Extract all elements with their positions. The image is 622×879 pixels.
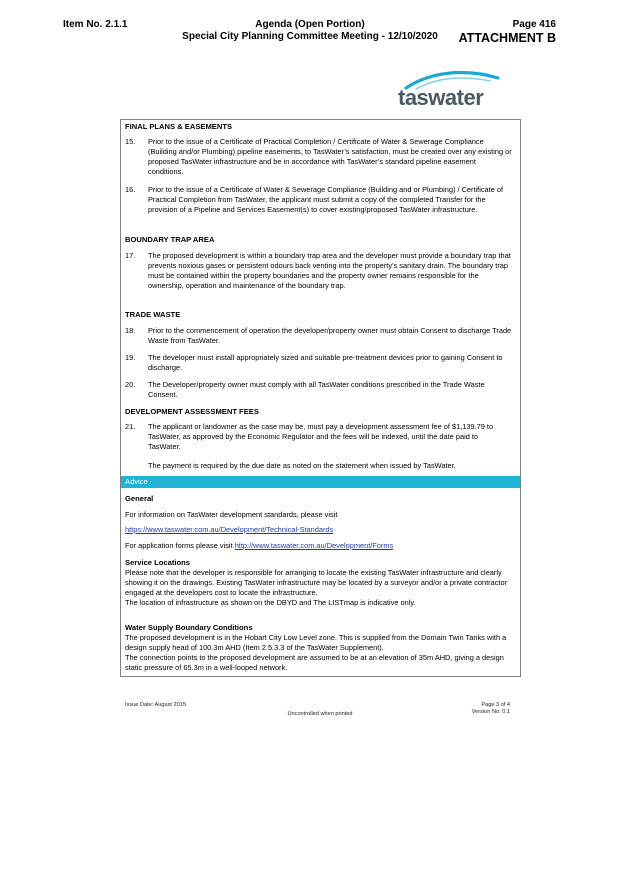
advice-band: Advice [121, 476, 520, 488]
payment-note: The payment is required by the due date as noted on the statement when issued by TasWater. [148, 461, 456, 470]
condition-number: 18. [125, 326, 136, 335]
service-locations-note: The location of infrastructure as shown on the DBYD and The LISTmap is indicative only. [125, 598, 416, 607]
condition-item [125, 251, 512, 301]
footer-page [472, 702, 510, 716]
water-supply-heading: Water Supply Boundary Conditions [125, 623, 253, 632]
condition-text: The proposed development is within a boundary trap area and the developer must provide a boundary trap that prevents noxious gases or persistent odours back venting into the property’s sanitary drain. The boundary trap must be contained within the property boundaries and the property owner remains responsible for the ownership, operation and maintenance of the boundary trap. [148, 251, 511, 290]
condition-text: The Developer/property owner must comply with all TasWater conditions prescribed in the Trade Waste Consent. [148, 380, 485, 399]
general-heading: General [125, 494, 154, 503]
page-reference [459, 19, 556, 45]
condition-item [125, 422, 512, 452]
condition-number: 16. [125, 185, 136, 194]
condition-item [125, 326, 512, 346]
condition-text: The applicant or landowner as the case may be, must pay a development assessment fee of $1,139.79 to TasWater, as approved by the Economic Regulator and the fees will be indexed, until the date paid to TasWater. [148, 422, 494, 451]
condition-number: 21. [125, 422, 136, 431]
forms-prefix: For application forms please visit [125, 541, 235, 550]
condition-item [125, 380, 512, 400]
condition-item [125, 137, 512, 177]
condition-text: Prior to the commencement of operation the developer/property owner must obtain Consent to discharge Trade Waste from TasWater. [148, 326, 512, 345]
taswater-logo [398, 70, 504, 112]
logo-wordmark: taswater [398, 85, 484, 110]
final-plans-heading: FINAL PLANS & EASEMENTS [125, 122, 233, 131]
condition-item [125, 185, 512, 225]
standards-link[interactable]: https://www.taswater.com.au/Development/Technical-Standards [125, 525, 334, 534]
conditions-box [120, 119, 521, 677]
condition-item [125, 353, 512, 373]
condition-number: 20. [125, 380, 136, 389]
page-of: Page 3 of 4 [481, 702, 510, 708]
agenda-line-1: Agenda (Open Portion) [255, 19, 365, 30]
attachment-label: ATTACHMENT B [458, 31, 556, 45]
standards-link-line [125, 525, 512, 535]
version-number: Version No: 0.1 [471, 709, 510, 715]
water-supply-connection: The connection points to the proposed development are assumed to be at an elevation of 35m AHD, giving a design static pressure of 65.3m in a well-looped network. [125, 653, 504, 672]
condition-number: 19. [125, 353, 136, 362]
boundary-trap-heading: BOUNDARY TRAP AREA [125, 235, 215, 244]
forms-link[interactable]: http://www.taswater.com.au/Development/Forms [234, 541, 394, 550]
forms-line [125, 541, 512, 551]
service-locations-heading: Service Locations [125, 558, 190, 567]
fees-heading: DEVELOPMENT ASSESSMENT FEES [125, 407, 259, 416]
condition-text: The developer must install appropriately sized and suitable pre-treatment devices prior to gaining Consent to discharge. [148, 353, 503, 372]
general-info: For information on TasWater development standards, please visit [125, 510, 338, 519]
condition-number: 15. [125, 137, 136, 146]
water-supply-text: The proposed development is in the Hobart City Low Level zone. This is supplied from the Domain Twin Tanks with a design supply head of 100.3m AHD (Item 2.5.3.3 of the TasWater Supplement). [125, 633, 507, 652]
service-locations-text: Please note that the developer is responsible for arranging to locate the existing TasWater infrastructure and clearly showing it on the drawings. Existing TasWater infrastructure may be located by a surveyor and/or a private contractor engaged at the developers cost to locate the infrastructure. [125, 568, 508, 597]
condition-number: 17. [125, 251, 136, 260]
uncontrolled-note: Uncontrolled when printed [287, 711, 353, 717]
trade-waste-heading: TRADE WASTE [125, 310, 181, 319]
page-number: Page 416 [512, 19, 556, 30]
condition-text: Prior to the issue of a Certificate of Water & Sewerage Compliance (Building and or Plumbing) / Certificate of Practical Completion from TasWater, the applicant must submit a copy of the completed Transfer for the provision of a Pipeline and Services Easement(s) to cover existing/proposed TasWater infrastructure. [148, 185, 504, 214]
agenda-line-2: Special City Planning Committee Meeting - 12/10/2020 [182, 31, 438, 42]
item-number: Item No. 2.1.1 [63, 19, 128, 30]
condition-text: Prior to the issue of a Certificate of Practical Completion / Certificate of Water & Sewerage Compliance (Building and/or Plumbing) pipeline easements, to TasWater’s satisfaction, must be created over any existing or proposed TasWater infrastructure and be in accordance with TasWater’s standard pipeline easement conditions. [148, 137, 512, 176]
agenda-title [150, 19, 470, 43]
issue-date: Issue Date: August 2015 [125, 702, 186, 708]
